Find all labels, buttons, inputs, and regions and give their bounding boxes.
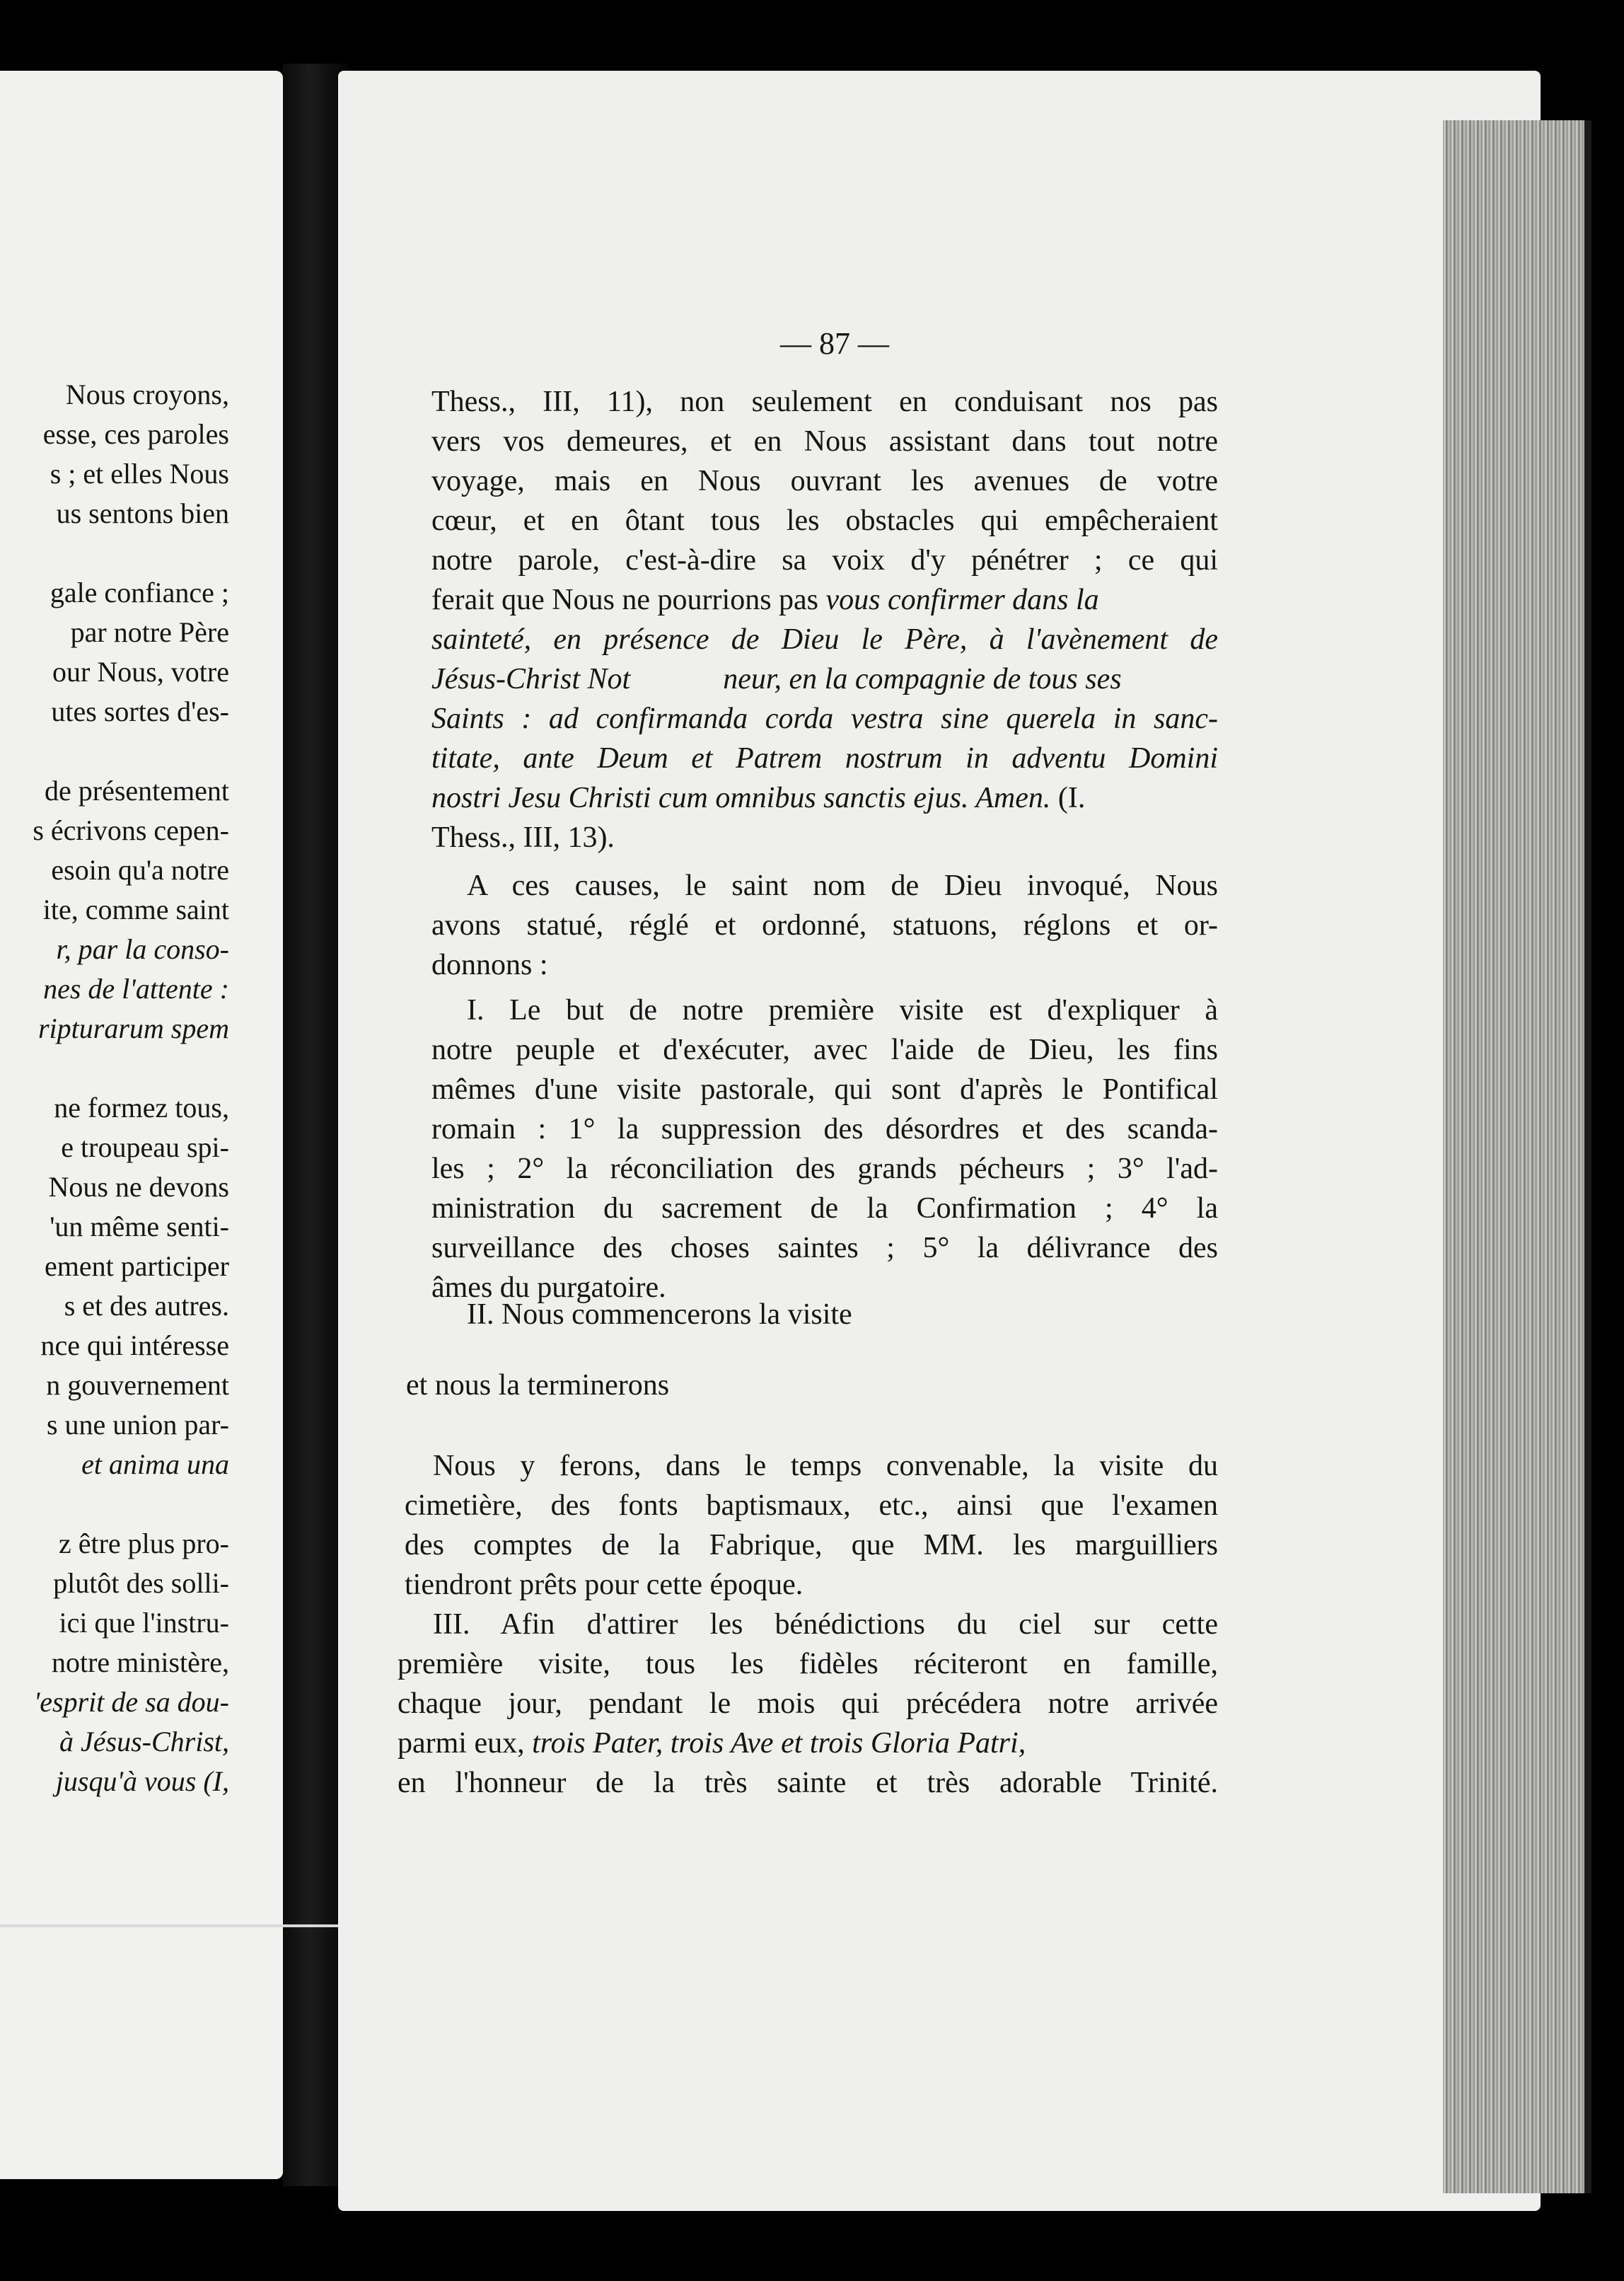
text-line: âmes du purgatoire.: [431, 1271, 666, 1304]
text-line: A ces causes, le saint nom de Dieu invoqué, Nous: [467, 870, 1218, 902]
page-number: — 87 —: [780, 326, 889, 361]
page-edges: [1443, 120, 1591, 2193]
left-page: [0, 71, 283, 2179]
text-line: mêmes d'une visite pastorale, qui sont d'après le Pontifical: [431, 1073, 1218, 1106]
text-line: les ; 2° la réconciliation des grands pécheurs ; 3° l'ad-: [431, 1153, 1218, 1185]
text-line: z être plus pro-: [58, 1528, 229, 1559]
text-line: n gouvernement: [46, 1369, 229, 1401]
text-line: ne formez tous,: [54, 1092, 229, 1124]
text-line: us sentons bien: [56, 497, 229, 529]
text-line: s une union par-: [46, 1409, 229, 1440]
text-line: esoin qu'a notre: [51, 854, 229, 886]
text-line: III. Afin d'attirer les bénédictions du ciel sur cette: [433, 1608, 1218, 1641]
text-line: et anima una: [81, 1448, 229, 1480]
text-line: notre ministère,: [51, 1646, 229, 1678]
divider-line: [0, 1924, 354, 1927]
text-line: et nous la terminerons: [406, 1369, 670, 1402]
text-line: Thess., III, 13).: [431, 821, 615, 854]
text-line: voyage, mais en Nous ouvrant les avenues de votre: [431, 465, 1218, 497]
text-line: s écrivons cepen-: [33, 814, 229, 846]
text-line: gale confiance ;: [50, 577, 229, 608]
text-line: our Nous, votre: [52, 656, 229, 688]
text-span-italic: nostri Jesu Christi cum omnibus sanctis ejus. Amen.: [431, 782, 1051, 814]
text-line: Saints : ad confirmanda corda vestra sine querela in sanc-: [431, 703, 1218, 735]
text-span-italic: trois Pater, trois Ave et trois Gloria Patri,: [532, 1727, 1026, 1760]
text-line: des comptes de la Fabrique, que MM. les marguilliers: [405, 1529, 1218, 1561]
text-line: ripturarum spem: [37, 1012, 229, 1044]
text-line: [398, 1723, 1026, 1763]
text-span-italic: neur, en la compagnie de tous ses: [723, 663, 1122, 695]
text-line: vers vos demeures, et en Nous assistant dans tout notre: [431, 425, 1218, 458]
text-line: plutôt des solli-: [53, 1567, 229, 1599]
text-span: ferait que Nous ne pourrions pas: [431, 584, 819, 616]
text-line: cimetière, des fonts baptismaux, etc., ainsi que l'examen: [405, 1489, 1218, 1522]
text-span: (I.: [1057, 782, 1086, 814]
text-line: ici que l'instru-: [59, 1607, 229, 1639]
text-line: esse, ces paroles: [42, 418, 229, 450]
text-line: par notre Père: [70, 616, 229, 648]
text-line: avons statué, réglé et ordonné, statuons, réglons et or-: [431, 909, 1218, 942]
text-line: ministration du sacrement de la Confirmation ; 4° la: [431, 1192, 1218, 1225]
text-line: e troupeau spi-: [61, 1131, 229, 1163]
text-line: nes de l'attente :: [43, 973, 229, 1005]
text-line: 'esprit de sa dou-: [33, 1686, 229, 1718]
text-line: s ; et elles Nous: [50, 458, 229, 490]
text-line: Nous y ferons, dans le temps convenable, la visite du: [433, 1450, 1218, 1482]
text-line: Nous ne devons: [48, 1171, 229, 1203]
text-line: notre parole, c'est-à-dire sa voix d'y pénétrer ; ce qui: [431, 544, 1218, 577]
text-line: chaque jour, pendant le mois qui précédera notre arrivée: [398, 1687, 1218, 1720]
text-line: notre peuple et d'exécuter, avec l'aide de Dieu, les fins: [431, 1034, 1218, 1066]
text-line: surveillance des choses saintes ; 5° la délivrance des: [431, 1232, 1218, 1264]
text-line: r, par la conso-: [56, 933, 229, 965]
text-line: Thess., III, 11), non seulement en conduisant nos pas: [431, 386, 1218, 418]
text-line: [431, 659, 1122, 699]
text-line: cœur, et en ôtant tous les obstacles qui empêcheraient: [431, 504, 1218, 537]
text-line: de présentement: [45, 775, 229, 807]
text-line: ite, comme saint: [42, 894, 229, 925]
text-line: titate, ante Deum et Patrem nostrum in adventu Domini: [431, 742, 1218, 775]
text-line: I. Le but de notre première visite est d'expliquer à: [467, 994, 1218, 1027]
text-span-italic: vous confirmer dans la: [825, 584, 1099, 616]
text-line: donnons :: [431, 949, 548, 981]
text-line: ement participer: [45, 1250, 229, 1282]
text-line: [431, 580, 1099, 620]
text-span: parmi eux,: [398, 1727, 525, 1760]
text-line: romain : 1° la suppression des désordres et des scanda-: [431, 1113, 1218, 1145]
text-line: en l'honneur de la très sainte et très adorable Trinité.: [398, 1767, 1218, 1799]
text-line: jusqu'à vous (I,: [55, 1765, 229, 1797]
text-line: [431, 778, 1085, 818]
text-line: utes sortes d'es-: [51, 695, 229, 727]
text-line: Nous croyons,: [65, 379, 229, 410]
text-line: tiendront prêts pour cette époque.: [405, 1569, 804, 1601]
text-line: s et des autres.: [64, 1290, 229, 1322]
text-line: II. Nous commencerons la visite: [467, 1298, 852, 1331]
text-line: nce qui intéresse: [40, 1329, 229, 1361]
text-line: à Jésus-Christ,: [59, 1726, 229, 1757]
text-line: 'un même senti-: [50, 1211, 229, 1242]
text-line: sainteté, en présence de Dieu le Père, à l'avènement de: [431, 623, 1218, 656]
text-line: première visite, tous les fidèles réciteront en famille,: [398, 1648, 1218, 1680]
text-span-italic: Jésus-Christ Not: [431, 663, 631, 695]
